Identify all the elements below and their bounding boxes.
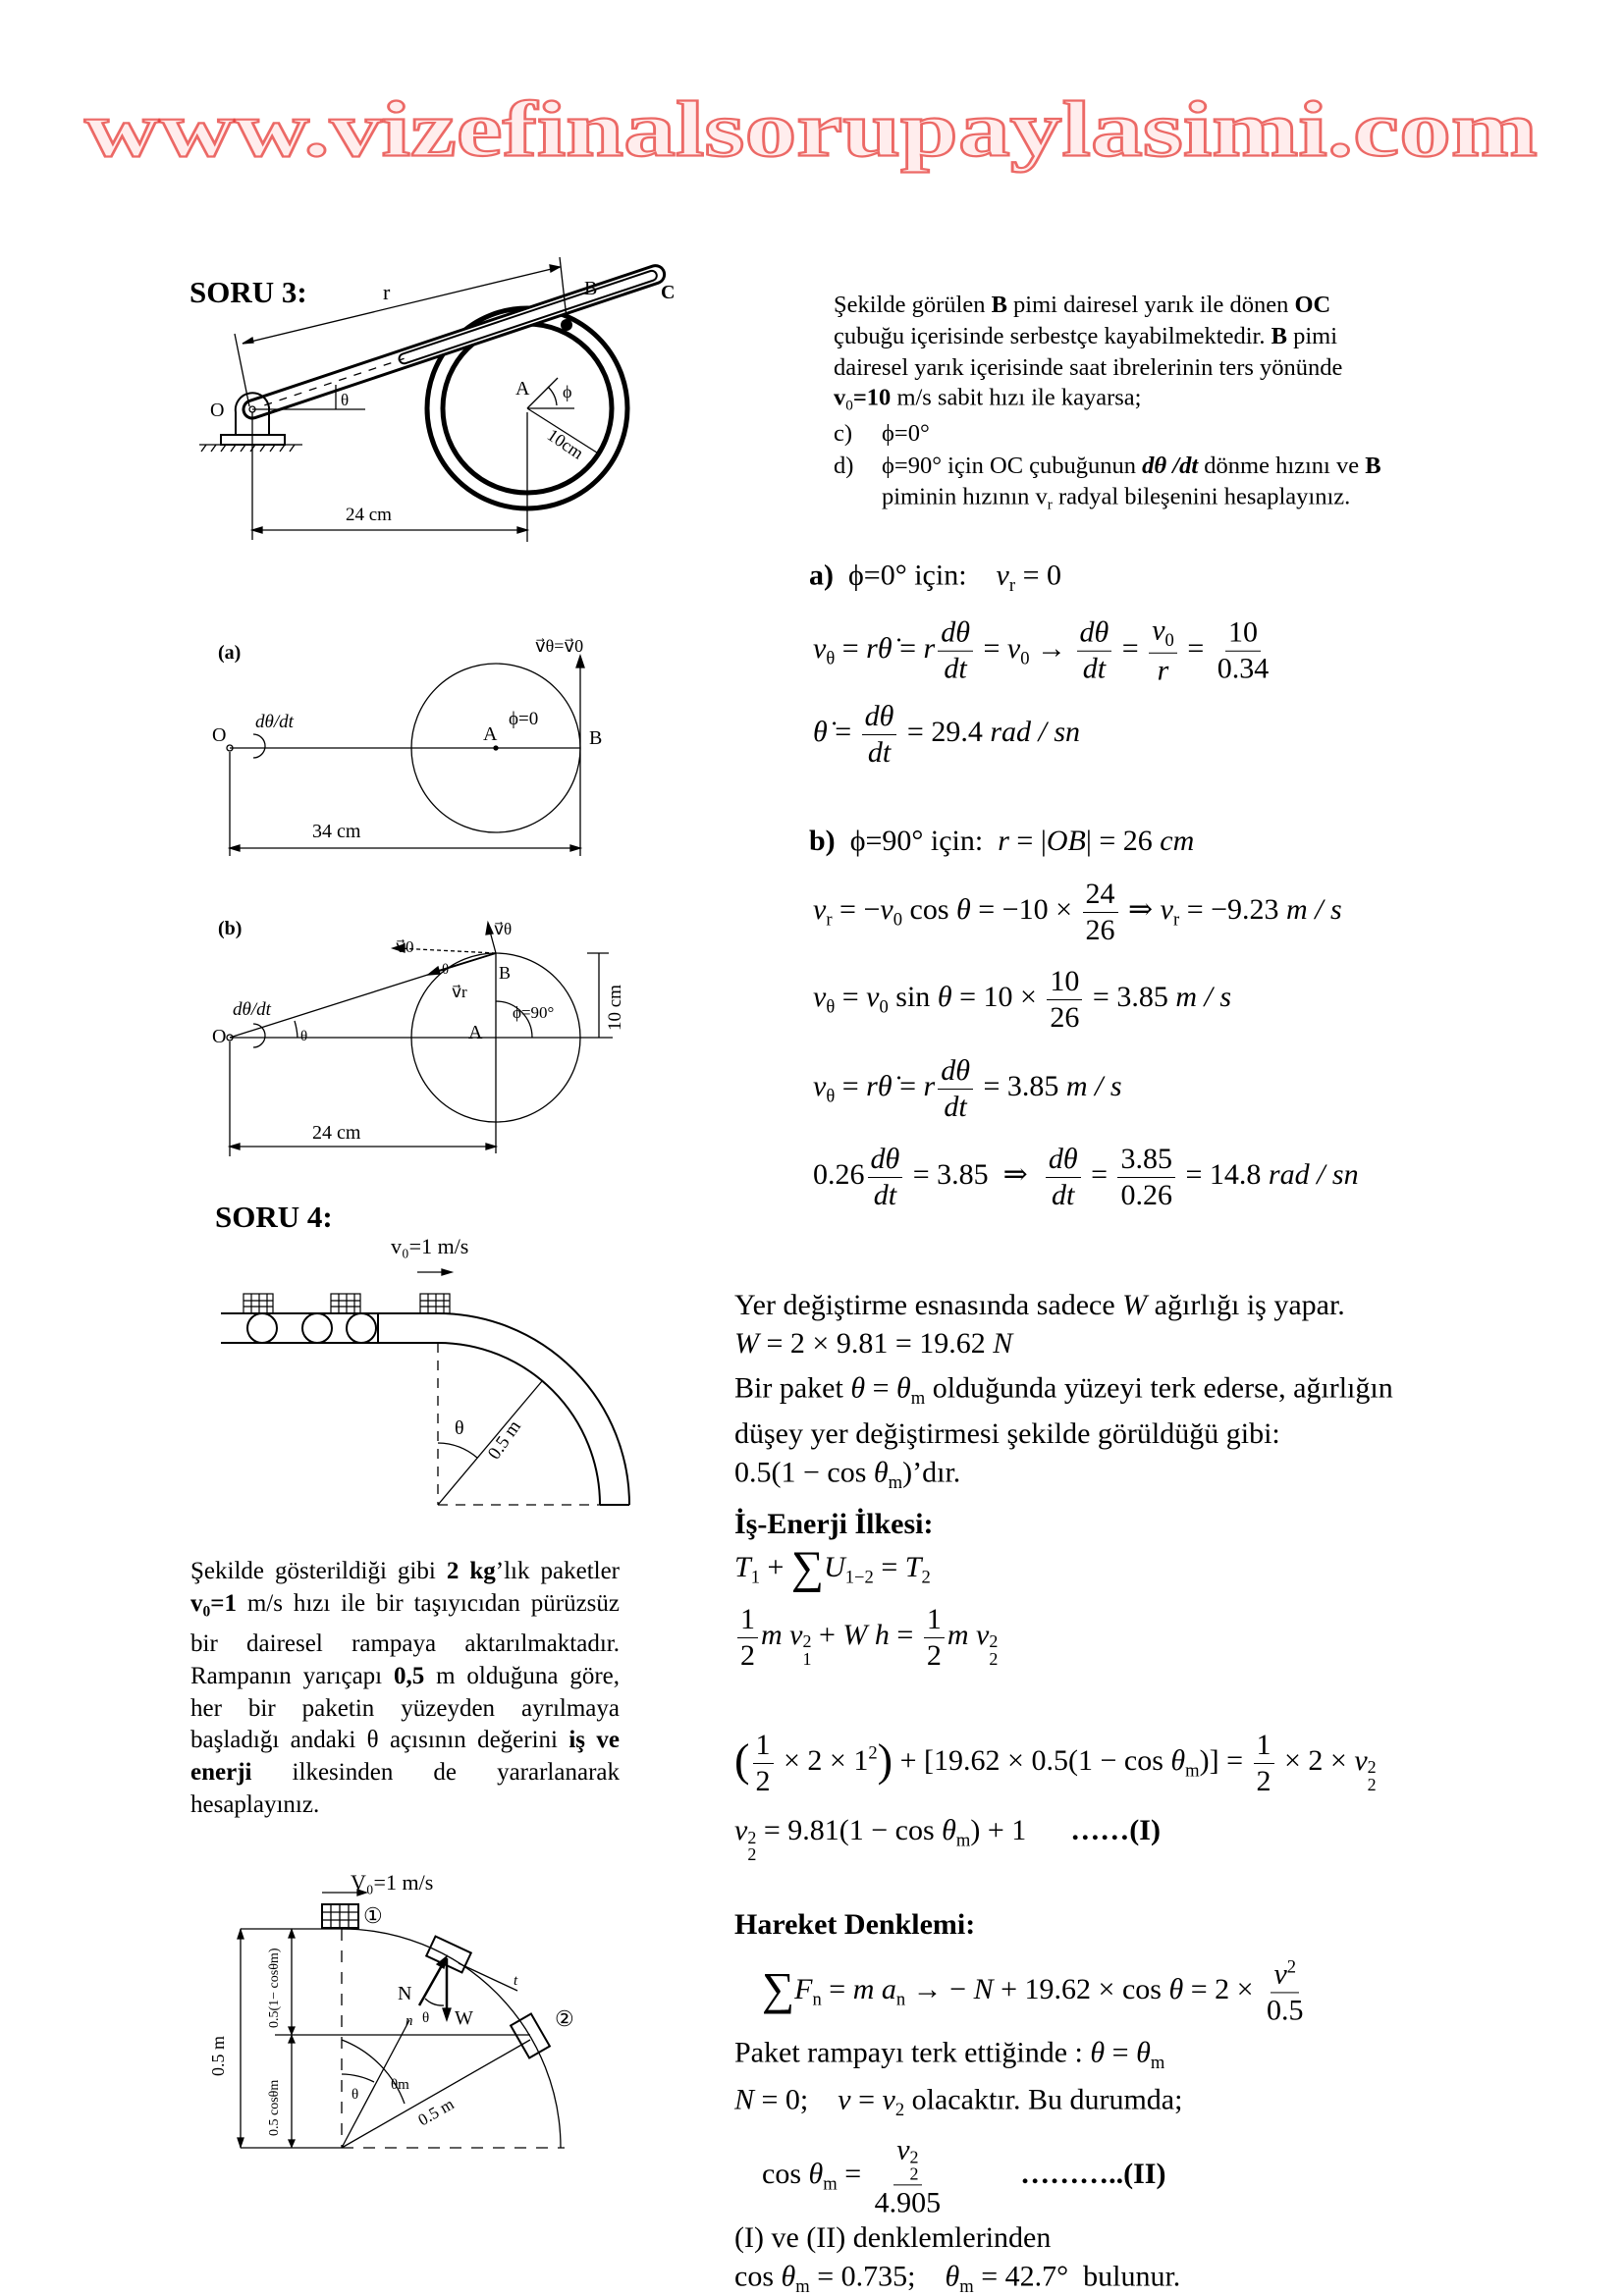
bold-text: OC <box>1294 291 1331 318</box>
math-var: r <box>866 1069 878 1102</box>
bold-text: 2 kg <box>446 1558 496 1584</box>
text-run: m olduğuna göre, her bir paketin yüzeyden ayrılmaya başladığı andaki θ açısının değerini <box>190 1662 620 1754</box>
subscript: 0 <box>879 996 889 1018</box>
text-run: 24 <box>1085 878 1115 910</box>
text-run: )’dır. <box>902 1456 961 1489</box>
text-run: düşey yer değiştirmesi şekilde görüldüğü gibi: <box>734 1417 1280 1450</box>
math-var: rad / sn <box>990 715 1081 748</box>
label-A: A <box>515 378 530 400</box>
text-run: = <box>892 631 924 665</box>
text-run: × 2 × 1 <box>776 1743 869 1777</box>
text-run: c) <box>834 419 853 447</box>
superscript: 2 <box>1367 1757 1377 1778</box>
math-var: N <box>993 1327 1013 1360</box>
math-var: T <box>904 1551 922 1584</box>
label-vtheta-v0: v⃗θ=v⃗0 <box>535 636 584 656</box>
label-B: B <box>589 727 603 749</box>
text-run: → <box>1029 631 1074 665</box>
subscript: m <box>1150 2052 1165 2073</box>
text-run: m/s sabit hızı ile kayarsa; <box>891 384 1142 411</box>
text-run: olacaktır. Bu durumda; <box>904 2083 1183 2116</box>
math-var: θ <box>850 1371 866 1405</box>
subscript: 0 <box>845 397 853 414</box>
label-n: n <box>406 2013 413 2029</box>
text-run: sin <box>888 980 938 1013</box>
subscript: 1 <box>750 1567 760 1588</box>
math-var: m a <box>852 1972 896 2005</box>
math-var: N <box>973 1972 994 2005</box>
math-var: r <box>923 1069 936 1102</box>
figure-soru3-case-a <box>212 636 602 856</box>
math-var: W <box>734 1327 759 1360</box>
subscript: m <box>888 1471 903 1493</box>
label-10cm: 10 cm <box>605 985 625 1031</box>
math-var: θ̇ <box>877 1069 893 1102</box>
math-var: OB <box>1046 825 1086 857</box>
label-radius: 10cm <box>543 424 588 463</box>
subscript: n <box>812 1989 822 2010</box>
text-run: 1 <box>755 1729 771 1761</box>
math-var: m / s <box>1286 892 1342 926</box>
text-run: = <box>889 1618 921 1651</box>
text-run: = 2 × <box>1183 1972 1262 2005</box>
subscript: 2 <box>894 2099 905 2120</box>
text-run: 1 <box>740 1603 755 1635</box>
text-run: = 3.85 ⇒ <box>905 1157 1043 1191</box>
math-var: θ <box>945 2260 960 2293</box>
subscript: m <box>823 2173 838 2195</box>
label-24cm: 24 cm <box>346 505 392 525</box>
text-run: cos <box>762 2157 809 2190</box>
text-run: cos <box>734 2260 782 2293</box>
math-var: cm <box>1160 825 1195 857</box>
math-var: T <box>734 1551 751 1584</box>
text-run: (I) ve (II) denklemlerinden <box>734 2221 1052 2254</box>
text-run: = 10 × <box>951 980 1045 1013</box>
label-radius: 0.5 m <box>414 2094 458 2130</box>
bold-text: a) <box>809 559 834 592</box>
text-run: = | <box>1008 825 1047 857</box>
bold-text: İş-Enerji İlkesi: <box>734 1508 934 1540</box>
text-run: = <box>821 1972 853 2005</box>
superscript: 2 <box>802 1631 812 1652</box>
text-run: = 0 <box>1015 559 1061 592</box>
text-run: 0.34 <box>1217 652 1270 685</box>
subscript: 2 <box>909 2163 919 2184</box>
text-run: ağırlığı iş yapar. <box>1147 1289 1345 1321</box>
bold-text: 0,5 <box>394 1662 425 1689</box>
text-run: = 9.81(1 − cos <box>756 1814 943 1847</box>
math-var: v <box>882 2083 895 2116</box>
text-run: = <box>873 1551 905 1584</box>
text-run: olduğunda yüzeyi terk ederse, ağırlığın <box>925 1371 1393 1405</box>
text-run: = 0.735; <box>809 2260 946 2293</box>
text-run: = <box>975 631 1007 665</box>
text-run: = −9.23 <box>1179 892 1287 926</box>
text-run: = 42.7° bulunur. <box>973 2260 1181 2293</box>
math-var: dt <box>873 1178 897 1211</box>
math-var: dθ <box>941 615 970 649</box>
math-var: v <box>1273 1957 1287 1991</box>
text-run: × 2 × <box>1276 1743 1355 1777</box>
math-symbol: ∑ <box>762 1964 795 2015</box>
text-run: = 29.4 <box>899 715 991 748</box>
label-speed: v₀=1 m/s <box>391 1234 469 1258</box>
text-run: → − <box>905 1972 974 2005</box>
math-var: θ <box>873 1456 889 1489</box>
text-run: Şekilde görülen <box>834 291 992 318</box>
label-N: N <box>398 1983 412 2004</box>
text-run: 0.5(1 − cos <box>734 1456 874 1489</box>
text-run: = <box>1114 631 1147 665</box>
superscript: 2 <box>989 1631 999 1652</box>
math-var: θ <box>781 2260 796 2293</box>
text-run: ’lık paketler <box>495 1558 621 1584</box>
figure-soru3-case-b <box>212 918 625 1156</box>
text-run: dairesel yarık içerisinde saat ibrelerinin ters yönünde <box>834 353 1343 381</box>
label-position-1: ① <box>363 1903 383 1928</box>
math-var: v <box>1006 631 1021 665</box>
text-run: + 19.62 × cos <box>993 1972 1169 2005</box>
bold-text: ………..(II) <box>1020 2157 1166 2190</box>
text-run: ilkesinden de yararlanarak hesaplayınız. <box>190 1759 620 1818</box>
math-var: dθ <box>870 1143 900 1175</box>
math-var: θ <box>942 1814 956 1847</box>
math-var: dt <box>1082 652 1107 685</box>
math-var: θ <box>956 892 971 926</box>
text-run: + <box>811 1618 843 1651</box>
math-var: v <box>1152 614 1165 647</box>
watermark-text: www.vizefinalsorupaylasimi.com <box>84 86 1538 174</box>
text-run: = <box>835 631 867 665</box>
text-run: 2 <box>755 1764 771 1797</box>
subscript: 2 <box>747 1843 757 1864</box>
math-var: r <box>866 631 878 665</box>
label-theta: θ <box>300 1029 308 1044</box>
math-var: dt <box>944 1090 967 1123</box>
math-var: v <box>813 980 827 1013</box>
math-var: v <box>1160 892 1173 926</box>
math-var: dt <box>944 652 967 685</box>
math-var: U <box>824 1551 845 1584</box>
math-var: θ <box>808 2157 824 2190</box>
text-run: = <box>827 715 859 748</box>
math-var: dθ <box>941 1054 970 1087</box>
math-var: dθ <box>864 700 894 732</box>
label-r: r <box>383 280 391 304</box>
text-run: radyal bileşenini hesaplayınız. <box>1052 483 1351 510</box>
math-var: θ <box>1168 1972 1184 2005</box>
math-var: W <box>1122 1289 1148 1321</box>
text-run: ) + 1 <box>970 1814 1071 1847</box>
bold-text: B <box>1271 322 1287 349</box>
text-run: = <box>1179 631 1212 665</box>
figure-soru3-mechanism <box>199 257 675 542</box>
bold-text: B <box>1365 452 1381 479</box>
text-run: 1 <box>926 1603 942 1635</box>
text-run: pimi <box>1286 322 1337 349</box>
bold-text: ……(I) <box>1070 1814 1161 1847</box>
bold-text: b) <box>809 825 836 857</box>
subscript: 0 <box>1020 648 1030 669</box>
text-run: ϕ=90° için OC çubuğunun <box>882 452 1143 479</box>
label-position-2: ② <box>555 2006 574 2031</box>
text-run: = 2 × 9.81 = 19.62 <box>759 1327 994 1360</box>
text-run: ⇒ <box>1120 892 1161 926</box>
math-var: rad / sn <box>1268 1157 1359 1191</box>
math-var: F <box>794 1972 813 2005</box>
math-var: θ <box>1170 1743 1186 1777</box>
text-run: pimi dairesel yarık ile dönen <box>1006 291 1295 318</box>
text-run: 10 <box>1050 965 1080 997</box>
subscript: θ <box>826 648 836 669</box>
label-v0: v⃗0 <box>396 937 414 956</box>
subscript: 2 <box>1367 1774 1377 1794</box>
label-vtheta: v⃗θ <box>494 920 513 938</box>
subscript: 0 <box>1164 630 1174 652</box>
superscript: 2 <box>868 1742 878 1764</box>
label-tag-a: (a) <box>218 642 242 664</box>
label-theta-small: θ <box>442 962 450 978</box>
text-run: 4.905 <box>874 2186 942 2219</box>
subscript: 1−2 <box>844 1567 874 1588</box>
math-var: N <box>734 2083 755 2116</box>
bold-text: B <box>991 291 1007 318</box>
math-var: v <box>896 2133 910 2166</box>
label-drop: 0.5(1− cosθm) <box>267 1948 282 2028</box>
text-run: d) <box>834 452 854 479</box>
subscript: m <box>795 2275 810 2296</box>
label-phi: ϕ <box>563 382 572 401</box>
text-run: = <box>850 2083 883 2116</box>
label-O: O <box>212 724 227 746</box>
math-var: v <box>813 1069 827 1102</box>
bold-text: v <box>834 384 846 411</box>
superscript: 2 <box>1286 1956 1297 1978</box>
text-run: cos <box>902 892 956 926</box>
label-B: B <box>499 963 512 983</box>
text-run: 2 <box>926 1638 942 1672</box>
label-O: O <box>210 400 225 421</box>
soru3-title: SORU 3: <box>189 275 307 309</box>
bold-text: v <box>190 1589 203 1617</box>
math-var: θ̇ <box>877 631 893 665</box>
text-run: ϕ=0° <box>882 419 930 447</box>
text-run: ϕ=90° için: <box>835 825 999 857</box>
subscript: n <box>895 1989 906 2010</box>
text-run: = 3.85 <box>975 1069 1066 1102</box>
bold-text: =10 <box>852 384 892 411</box>
label-rate: dθ/dt <box>233 999 271 1020</box>
text-run: | = 26 <box>1085 825 1161 857</box>
superscript: 2 <box>909 2146 919 2166</box>
math-var: θ <box>1136 2036 1151 2069</box>
label-24cm: 24 cm <box>312 1122 361 1144</box>
label-theta-m: θm <box>391 2077 409 2093</box>
math-var: dθ <box>1048 1143 1078 1175</box>
math-var: W h <box>842 1618 890 1651</box>
math-var: dt <box>867 735 892 769</box>
subscript: θ <box>826 1086 836 1107</box>
text-run: 0.26 <box>813 1157 865 1191</box>
subscript: 0 <box>202 1603 211 1621</box>
subscript: m <box>959 2275 974 2296</box>
text-run: 0.5 <box>1267 1994 1304 2027</box>
subscript: m <box>1185 1760 1200 1782</box>
text-run: m/s hızı ile bir taşıyıcıdan pürüzsüz bir dairesel rampaya aktarılmaktadır. Rampanın yarıçapı <box>190 1589 620 1689</box>
math-var: θ <box>895 1371 911 1405</box>
text-run: 26 <box>1050 1000 1080 1034</box>
math-var: θ <box>1090 2036 1106 2069</box>
text-run: Paket rampayı terk ettiğinde : <box>734 2036 1091 2069</box>
text-run: 26 <box>1085 913 1115 946</box>
text-run: = 0; <box>754 2083 839 2116</box>
bold-text: Hareket Denklemi: <box>734 1908 976 1941</box>
subscript: 2 <box>921 1567 931 1588</box>
text-run: + <box>759 1551 791 1584</box>
text-run: çubuğu içerisinde serbestçe kayabilmektedir. <box>834 322 1271 349</box>
math-var: m / s <box>1065 1069 1122 1102</box>
math-var: dt <box>1052 1178 1075 1211</box>
label-theta: θ <box>455 1417 464 1439</box>
text-run: 10 <box>1227 615 1258 649</box>
text-run: = − <box>832 892 881 926</box>
math-var: dθ <box>1079 615 1109 649</box>
text-run: 2 <box>1256 1764 1271 1797</box>
text-run: )] = <box>1199 1743 1251 1777</box>
label-theta-fbd: θ <box>422 2010 430 2026</box>
label-phi0: ϕ=0 <box>509 709 539 729</box>
text-run: Şekilde gösterildiği gibi <box>190 1558 447 1584</box>
text-run: = <box>892 1069 924 1102</box>
label-tag-b: (b) <box>218 918 243 939</box>
label-O: O <box>212 1026 227 1047</box>
text-run: 1 <box>1256 1729 1271 1761</box>
figure-soru4-ramp <box>208 1870 574 2148</box>
math-var: v <box>880 892 893 926</box>
subscript: 0 <box>893 909 902 931</box>
label-34cm: 34 cm <box>312 821 361 842</box>
math-var: v <box>813 631 827 665</box>
math-var: θ̇ <box>813 715 828 748</box>
superscript: 2 <box>747 1827 757 1847</box>
math-var: r <box>998 825 1009 857</box>
label-total: 0.5 m <box>208 2035 228 2076</box>
subscript: 2 <box>989 1648 999 1669</box>
text-run: = <box>835 1069 867 1102</box>
label-speed: V₀=1 m/s <box>351 1870 434 1895</box>
label-theta: θ <box>341 391 350 409</box>
text-run: dönme hızını ve <box>1198 452 1366 479</box>
text-run: piminin hızının v <box>882 483 1048 510</box>
label-A: A <box>483 723 498 745</box>
text-run: Yer değiştirme esnasında sadece <box>734 1289 1123 1321</box>
math-var: m v <box>947 1618 990 1651</box>
math-var: r <box>923 631 936 665</box>
subscript: r <box>1008 574 1016 596</box>
text-run: Bir paket <box>734 1371 851 1405</box>
math-var: v <box>838 2083 851 2116</box>
math-symbol: ∑ <box>790 1542 825 1593</box>
soru4-title: SORU 4: <box>215 1200 333 1234</box>
text-run: = 14.8 <box>1177 1157 1269 1191</box>
text-run: = <box>1105 2036 1137 2069</box>
bold-text: iş ve enerji <box>190 1727 620 1787</box>
math-var: v <box>1354 1743 1368 1777</box>
math-var: θ <box>937 980 952 1013</box>
label-t: t <box>514 1973 518 1989</box>
subscript: m <box>955 1830 971 1851</box>
subscript: 1 <box>802 1648 812 1669</box>
figure-soru4-conveyor <box>221 1234 629 1505</box>
label-phi90: ϕ=90° <box>513 1003 555 1022</box>
math-var: v <box>866 980 880 1013</box>
math-var: v <box>813 892 827 926</box>
label-radius: 0.5 m <box>483 1416 525 1464</box>
subscript: r <box>826 909 833 931</box>
label-vr: v⃗r <box>452 983 467 1001</box>
math-symbol: ( <box>734 1735 750 1787</box>
subscript: m <box>910 1387 926 1409</box>
subscript: r <box>1172 909 1180 931</box>
label-A: A <box>468 1022 483 1043</box>
bold-italic-text: dθ /dt <box>1142 452 1199 479</box>
text-run: = <box>865 1371 896 1405</box>
label-theta-angle: θ <box>352 2087 359 2103</box>
math-var: m v <box>761 1618 803 1651</box>
text-run: 2 <box>740 1638 755 1672</box>
text-run: 3.85 <box>1120 1143 1172 1175</box>
text-run: = <box>835 980 867 1013</box>
math-var: r <box>1157 654 1169 687</box>
math-var: m / s <box>1175 980 1232 1013</box>
math-var: v <box>734 1814 748 1847</box>
text-run: ϕ=0° için: <box>834 559 997 592</box>
text-run: = −10 × <box>970 892 1080 926</box>
subscript: r <box>1047 496 1053 513</box>
text-run: = <box>1083 1157 1115 1191</box>
math-var: v <box>996 559 1009 592</box>
subscript: θ <box>826 996 836 1018</box>
label-C: C <box>661 282 676 303</box>
label-rate: dθ/dt <box>255 712 294 732</box>
text-run: = 3.85 <box>1085 980 1176 1013</box>
text-run: 0.26 <box>1120 1178 1172 1211</box>
math-symbol: ) <box>877 1735 893 1787</box>
label-rest: 0.5 cosθm <box>267 2079 282 2136</box>
text-run: = <box>837 2157 869 2190</box>
text-run: + [19.62 × 0.5(1 − cos <box>893 1743 1171 1777</box>
bold-text: =1 <box>210 1589 237 1617</box>
label-W: W <box>455 2007 473 2029</box>
label-B: B <box>584 278 598 299</box>
